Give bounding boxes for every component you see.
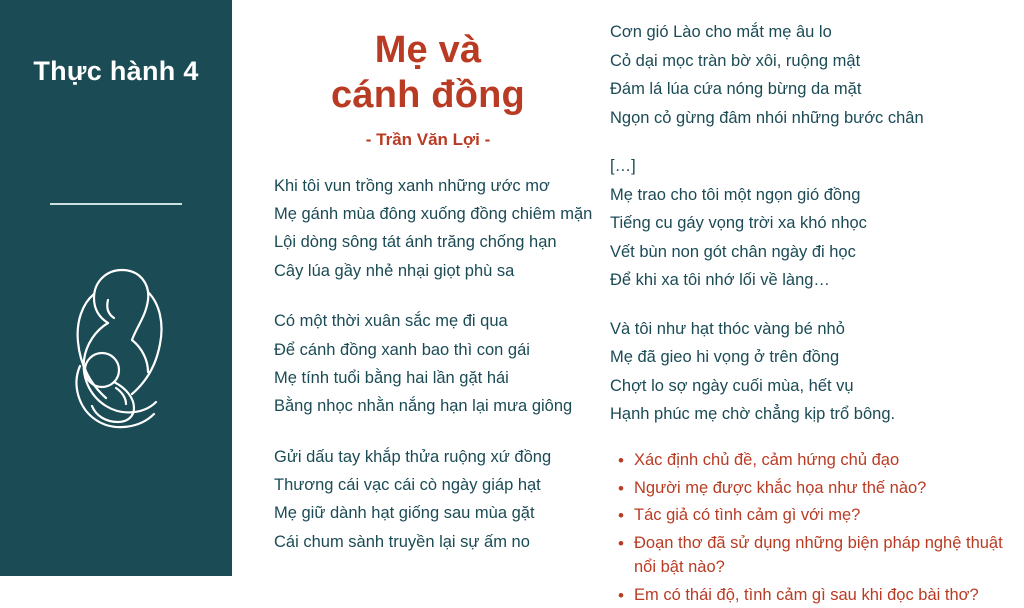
- poem-column: [232, 0, 592, 576]
- poem-line: Mẹ gánh mùa đông xuống đồng chiêm mặn: [274, 205, 593, 224]
- poem-stanza: [274, 443, 582, 557]
- sidebar-title: Thực hành 4: [33, 56, 199, 86]
- poem-stanza: [274, 307, 582, 421]
- poem-line: Cây lúa gầy nhẻ nhại giọt phù sa: [274, 261, 515, 280]
- poem-line: Mẹ tính tuổi bằng hai lần gặt hái: [274, 368, 509, 387]
- poem-title-line-1: Mẹ và: [374, 29, 482, 71]
- poem-line: Có một thời xuân sắc mẹ đi qua: [274, 312, 508, 331]
- sidebar-divider: [50, 203, 182, 205]
- question-list: [616, 449, 1010, 608]
- poem-line: Chợt lo sợ ngày cuối mùa, hết vụ: [610, 376, 854, 395]
- list-item: • Người mẹ được khắc họa như thế nào?: [616, 477, 1010, 501]
- sidebar: [0, 0, 232, 576]
- poem-line: Tiếng cu gáy vọng trời xa khó nhọc: [610, 214, 867, 233]
- poem-line: Vết bùn non gót chân ngày đi học: [610, 242, 856, 261]
- poem-line: Để khi xa tôi nhớ lối về làng…: [610, 271, 830, 290]
- mother-and-child-icon: [36, 248, 196, 448]
- poem-stanza: [610, 18, 1010, 132]
- poem-line: Hạnh phúc mẹ chờ chẳng kịp trổ bông.: [610, 405, 896, 424]
- poem-ellipsis: […]: [610, 157, 636, 176]
- poem-line: Gửi dấu tay khắp thửa ruộng xứ đồng: [274, 447, 552, 466]
- poem-line: Đám lá lúa cứa nóng bừng da mặt: [610, 80, 862, 99]
- poem-title-line-2: cánh đồng: [331, 73, 525, 116]
- poem-line: Thương cái vạc cái cò ngày giáp hạt: [274, 476, 541, 495]
- list-item: • Tác giả có tình cảm gì với mẹ?: [616, 504, 1010, 528]
- poem-line: Cỏ dại mọc tràn bờ xôi, ruộng mật: [610, 51, 861, 70]
- poem-line: Cái chum sành truyền lại sự ấm no: [274, 532, 530, 551]
- list-item: • Xác định chủ đề, cảm hứng chủ đạo: [616, 449, 1010, 473]
- poem-line: Cơn gió Lào cho mắt mẹ âu lo: [610, 23, 832, 41]
- poem-line: Bằng nhọc nhằn nắng hạn lại mưa giông: [274, 397, 573, 416]
- poem-line: Lội dòng sông tát ánh trăng chống hạn: [274, 233, 557, 252]
- poem-stanza: [274, 172, 593, 286]
- poem-line: Khi tôi vun trồng xanh những ước mơ: [274, 176, 550, 195]
- poem-line: Ngọn cỏ gừng đâm nhói những bước chân: [610, 108, 924, 127]
- poem-stanza: [610, 315, 1010, 429]
- poem-author: - Trần Văn Lợi -: [365, 129, 491, 149]
- poem-line: Để cánh đồng xanh bao thì con gái: [274, 340, 530, 359]
- list-item: • Em có thái độ, tình cảm gì sau khi đọc bài thơ?: [616, 584, 1010, 608]
- poem-line: Mẹ trao cho tôi một ngọn gió đồng: [610, 185, 861, 204]
- poem-line: Mẹ đã gieo hi vọng ở trên đồng: [610, 348, 840, 367]
- right-column: [592, 0, 1024, 604]
- poem-stanza: [610, 152, 1010, 295]
- poem-line: Và tôi như hạt thóc vàng bé nhỏ: [610, 319, 845, 338]
- poem-line: Mẹ giữ dành hạt giống sau mùa gặt: [274, 504, 535, 523]
- list-item: • Đoạn thơ đã sử dụng những biện pháp nghệ thuật nổi bật nào?: [616, 532, 1010, 580]
- poem-title: [274, 28, 582, 118]
